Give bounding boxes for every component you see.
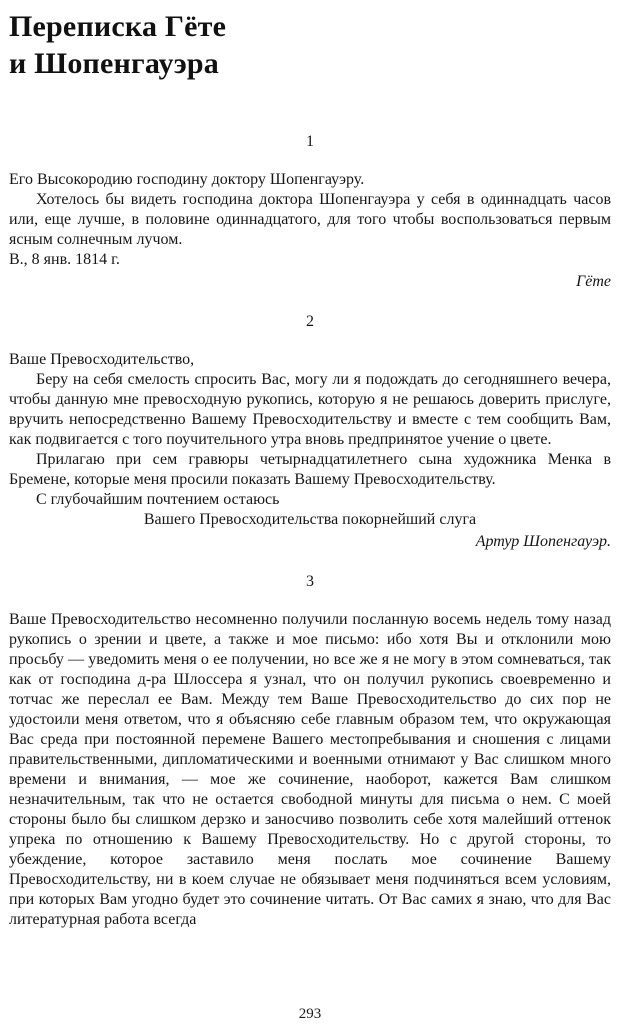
letter-3-number: 3: [306, 573, 314, 590]
letter-1-salutation: Его Высокородию господину доктору Шопенгауэру.: [9, 171, 365, 188]
letter-1-body: Хотелось бы видеть господина доктора Шопенгауэра у себя в одиннадцать часов или, еще лучше, в половине одиннадцатого, для того чтобы воспользоваться первым ясным солнечным лучом.: [9, 191, 611, 248]
letter-2-signature: Артур Шопенгауэр.: [475, 533, 611, 550]
letter-3-body: Ваше Превосходительство несомненно получили посланную восемь недель тому назад рукопись о зрении и цвете, а также и мое письмо: ибо хотя Вы и отклонили мою просьбу — уведомить меня о ее получении, но все же я не могу в этом сомневаться, так как от господина д-ра Шлоссера я узнал, что он получил рукопись своевременно и тотчас же переслал ее Вам. Между тем Ваше Превосходительство до сих пор не удостоили меня ответом, что я объясняю себе главным образом тем, что окружающая Вас среда при постоянной перемене Вашего местопребывания и сношения с лицами правительственными, дипломатическими и военными отнимают у Вас слишком много времени и внимания, — мое же сочинение, наоборот, кажется Вам слишком незначительным, так что не остается свободной минуты для письма о нем. С моей стороны было бы слишком дерзко и заносчиво позволить себе хотя малейший оттенок упрека по отношению к Вашему Превосходительству. Но с другой стороны, то убеждение, которое заставило меня послать мое сочинение Вашему Превосходительству, ни в коем случае не обязывает меня подчиняться всем условиям, при которых Вам угодно будет это сочинение читать. От Вас самих я знаю, что для Вас литературная работа всегда: [9, 611, 611, 928]
letter-2-paragraph-2: Прилагаю при сем гравюры четырнадцатилетнего сына художника Менка в Бремене, которые меня просили показать Вашему Превосходительству.: [9, 451, 611, 488]
letter-2-paragraph-1: Беру на себя смелость спросить Вас, могу ли я подождать до сегодняшнего вечера, чтобы данную мне превосходную рукопись, которую я не решаюсь доверить прислуге, вручить непосредственно Вашему Превосходительству и вместе с тем сообщить Вам, как подвигается с того поучительного утра вновь предпринятое учение о цвете.: [9, 371, 611, 448]
letter-2-salutation: Ваше Превосходительство,: [9, 351, 195, 368]
chapter-title-line1: Переписка Гёте: [9, 10, 227, 43]
letter-1-signature: Гёте: [576, 273, 611, 290]
letter-1-dateline: В., 8 янв. 1814 г.: [9, 251, 120, 268]
chapter-title-line2: и Шопенгауэра: [9, 47, 219, 80]
letter-1-number: 1: [306, 133, 314, 150]
letter-2-number: 2: [306, 313, 314, 330]
page-number: 293: [298, 1006, 322, 1022]
letter-2-closing: С глубочайшим почтением остаюсь: [36, 491, 280, 508]
letter-2-valediction: Вашего Превосходительства покорнейший слуга: [143, 511, 477, 528]
chapter-title: [9, 8, 611, 82]
